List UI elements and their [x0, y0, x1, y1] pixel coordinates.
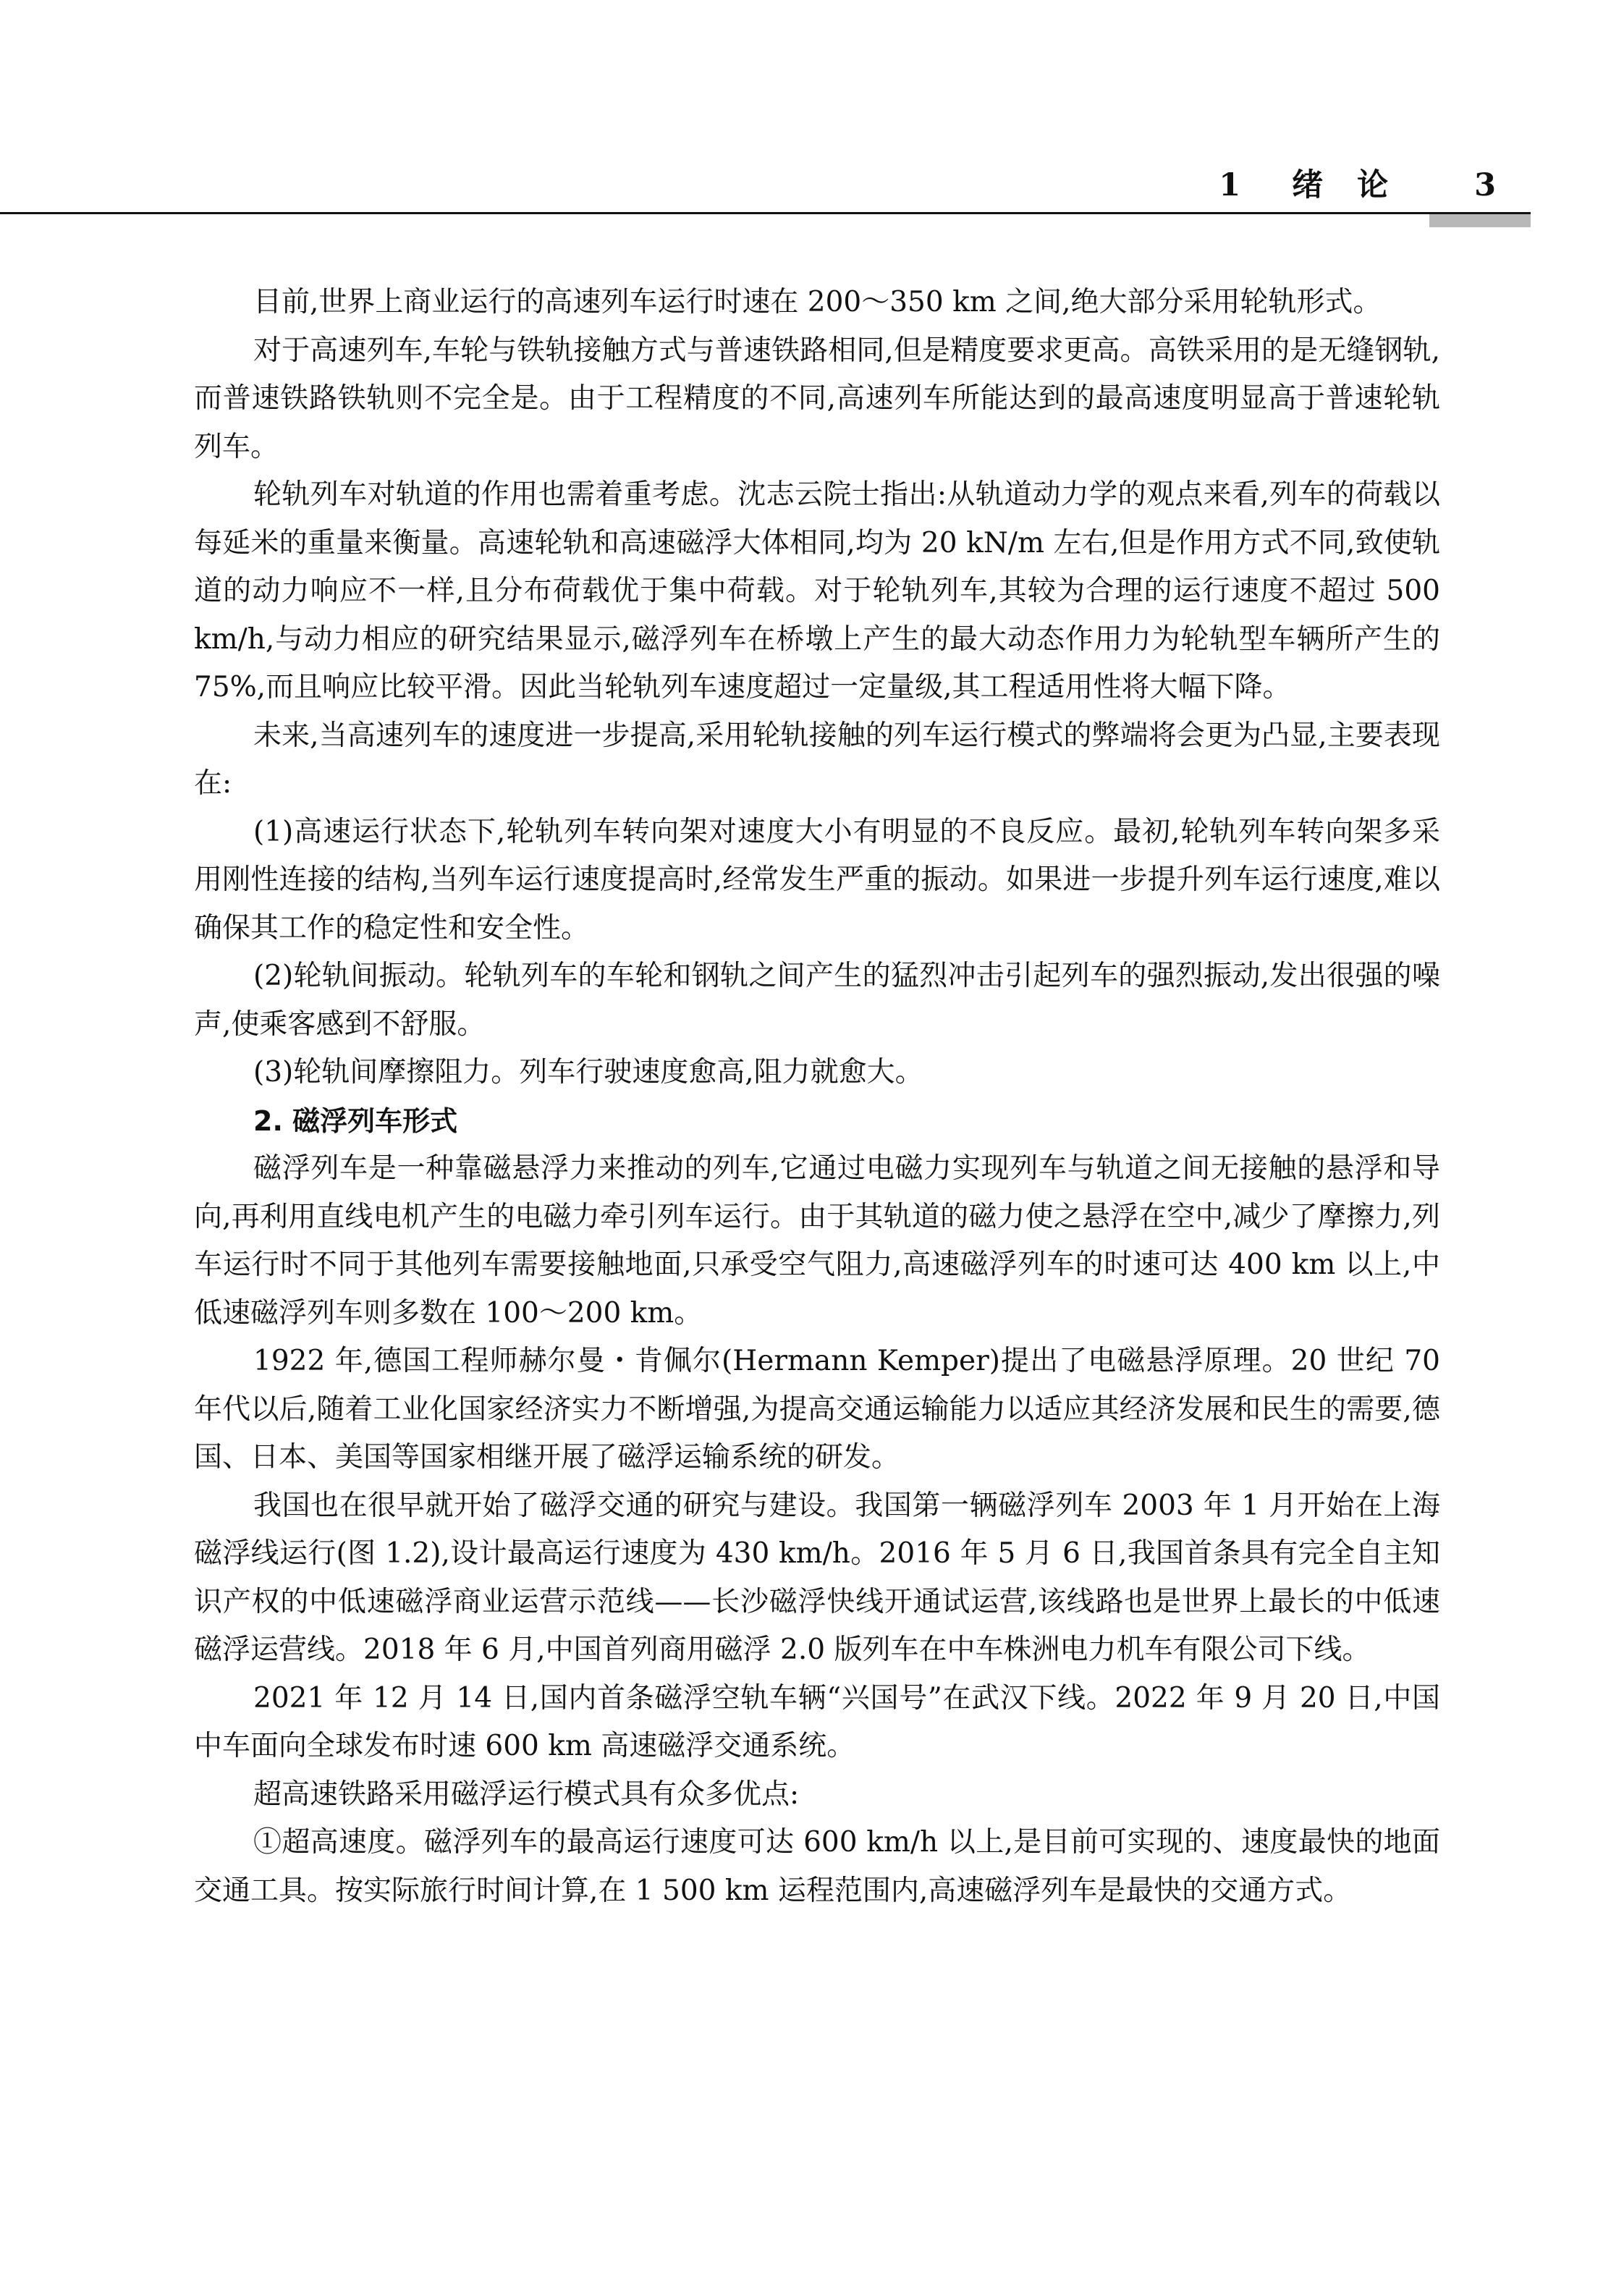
advantage-item-1: ①超高速度。磁浮列车的最高运行速度可达 600 km/h 以上,是目前可实现的、速度最快的地面交通工具。按实际旅行时间计算,在 1 500 km 运程范围内,高速磁浮列车是最快的交通方式。 [194, 1826, 1440, 1907]
body-text [194, 279, 1440, 1915]
section-heading: 2. 磁浮列车形式 [253, 1104, 458, 1137]
chapter-number: 1 [1219, 167, 1243, 203]
page-number: 3 [1474, 167, 1497, 203]
paragraph: 磁浮列车是一种靠磁悬浮力来推动的列车,它通过电磁力实现列车与轨道之间无接触的悬浮和导向,再利用直线电机产生的电磁力牵引列车运行。由于其轨道的磁力使之悬浮在空中,减少了摩擦力,列车运行时不同于其他列车需要接触地面,只承受空气阻力,高速磁浮列车的时速可达 400 km 以上,中低速磁浮列车则多数在 100～200 km。 [194, 1152, 1440, 1330]
header-rule [0, 212, 1531, 214]
running-head [1219, 161, 1497, 205]
list-item-3: (3)轮轨间摩擦阻力。列车行驶速度愈高,阻力就愈大。 [253, 1056, 923, 1089]
page-header [0, 0, 1624, 232]
paragraph: 2021 年 12 月 14 日,国内首条磁浮空轨车辆“兴国号”在武汉下线。2022 年 9 月 20 日,中国中车面向全球发布时速 600 km 高速磁浮交通系统。 [194, 1681, 1440, 1762]
list-item-1: (1)高速运行状态下,轮轨列车转向架对速度大小有明显的不良反应。最初,轮轨列车转向架多采用刚性连接的结构,当列车运行速度提高时,经常发生严重的振动。如果进一步提升列车运行速度,难以确保其工作的稳定性和安全性。 [194, 815, 1440, 944]
paragraph: 我国也在很早就开始了磁浮交通的研究与建设。我国第一辆磁浮列车 2003 年 1 月开始在上海磁浮线运行(图 1.2),设计最高运行速度为 430 km/h。2016 年 5 月 6 日,我国首条具有完全自主知识产权的中低速磁浮商业运营示范线——长沙磁浮快线开通试运营,该线路也是世界上最长的中低速磁浮运营线。2018 年 6 月,中国首列商用磁浮 2.0 版列车在中车株洲电力机车有限公司下线。 [194, 1489, 1440, 1666]
chapter-title: 绪 论 [1292, 167, 1390, 203]
paragraph: 对于高速列车,车轮与铁轨接触方式与普速铁路相同,但是精度要求更高。高铁采用的是无缝钢轨,而普速铁路铁轨则不完全是。由于工程精度的不同,高速列车所能达到的最高速度明显高于普速轮轨列车。 [194, 334, 1440, 463]
paragraph: 未来,当高速列车的速度进一步提高,采用轮轨接触的列车运行模式的弊端将会更为凸显,主要表现在: [194, 719, 1440, 800]
paragraph: 目前,世界上商业运行的高速列车运行时速在 200～350 km 之间,绝大部分采用轮轨形式。 [253, 286, 1382, 318]
header-accent-bar [1429, 214, 1531, 227]
list-item-2: (2)轮轨间振动。轮轨列车的车轮和钢轨之间产生的猛烈冲击引起列车的强烈振动,发出很强的噪声,使乘客感到不舒服。 [194, 960, 1440, 1041]
paragraph: 轮轨列车对轨道的作用也需着重考虑。沈志云院士指出:从轨道动力学的观点来看,列车的荷载以每延米的重量来衡量。高速轮轨和高速磁浮大体相同,均为 20 kN/m 左右,但是作用方式不同,致使轨道的动力响应不一样,且分布荷载优于集中荷载。对于轮轨列车,其较为合理的运行速度不超过 500 km/h,与动力相应的研究结果显示,磁浮列车在桥墩上产生的最大动态作用力为轮轨型车辆所产生的 75%,而且响应比较平滑。因此当轮轨列车速度超过一定量级,其工程适用性将大幅下降。 [194, 478, 1440, 703]
paragraph: 超高速铁路采用磁浮运行模式具有众多优点: [253, 1778, 800, 1811]
paragraph: 1922 年,德国工程师赫尔曼・肯佩尔(Hermann Kemper)提出了电磁悬浮原理。20 世纪 70 年代以后,随着工业化国家经济实力不断增强,为提高交通运输能力以适应其经济发展和民生的需要,德国、日本、美国等国家相继开展了磁浮运输系统的研发。 [194, 1345, 1440, 1474]
